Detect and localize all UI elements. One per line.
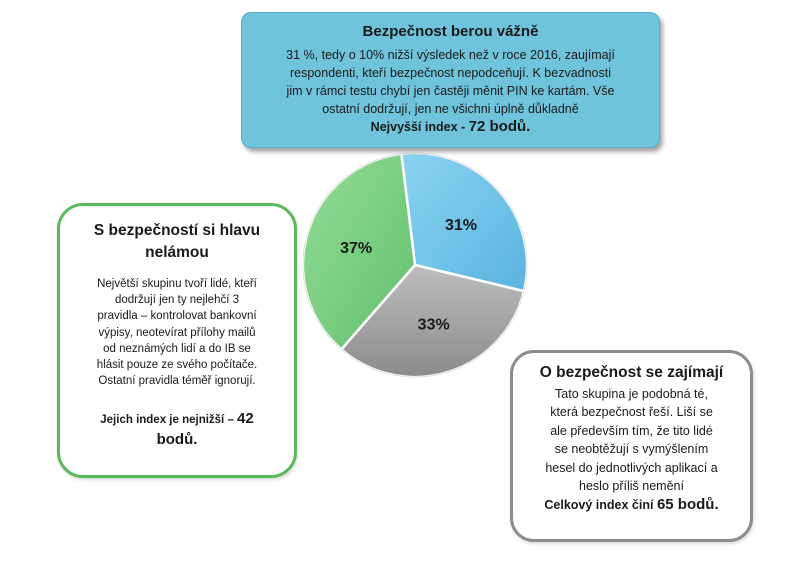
- left-title-line: S bezpečností si hlavu: [93, 222, 261, 239]
- pie-label-31: 31%: [444, 217, 478, 234]
- left-callout-title: [80, 220, 274, 264]
- right-callout-line: heslo příliš nemění: [579, 479, 684, 494]
- right-callout-line: hesel do jednotlivých aplikací a: [545, 460, 718, 475]
- top-callout-line: jim v rámci testu chybí jen častěji měnit PIN ke kartám. Vše: [286, 84, 615, 98]
- left-callout-line: od neznámých lidí a do IB se: [103, 342, 251, 355]
- top-callout-title: Bezpečnost berou vážně: [362, 23, 539, 40]
- top-callout-line: ostatní dodržují, jen ne všichni úplně důkladně: [322, 102, 579, 116]
- pie-label-33: 33%: [417, 316, 450, 334]
- left-callout-index: [80, 409, 274, 451]
- top-callout-text: [256, 46, 645, 118]
- right-callout-index: [527, 495, 736, 515]
- right-callout-line: Tato skupina je podobná té,: [555, 387, 708, 401]
- top-callout-box: [241, 12, 660, 148]
- left-callout-box: [57, 203, 297, 478]
- right-callout-title: O bezpečnost se zajímají: [539, 364, 724, 381]
- top-callout-line: 31 %, tedy o 10% nižší výsledek než v roce 2016, zaujímají: [286, 48, 615, 62]
- top-index-value: 72 bodů.: [468, 118, 531, 135]
- right-callout-line: která bezpečnost řeší. Liší se: [550, 405, 713, 420]
- left-callout-line: hlásit pouze ze svého počítače.: [96, 359, 258, 372]
- left-callout-line: Ostatní pravidla téměř ignorují.: [98, 375, 256, 388]
- left-callout-line: pravidla – kontrolovat bankovní: [97, 310, 257, 323]
- right-index-value: 65 bodů.: [656, 496, 719, 514]
- right-index-label: Celkový index činí: [544, 498, 657, 513]
- left-callout-line: Největší skupinu tvoří lidé, kteří: [97, 278, 257, 290]
- right-callout-line: se neobtěžují s vymýšlením: [554, 442, 709, 457]
- left-index-unit: bodů.: [156, 431, 198, 449]
- top-callout-line: respondenti, kteří bezpečnost nepodceňují. K bezvadnosti: [289, 66, 612, 80]
- pie-label-37: 37%: [340, 239, 373, 257]
- left-callout-line: výpisy, neotevírat přílohy mailů: [98, 326, 256, 339]
- left-callout-text: [80, 276, 274, 389]
- right-callout-box: [510, 350, 753, 542]
- right-callout-line: ale především tím, že tito lidé: [550, 423, 713, 438]
- top-index-label: Nejvyšší index -: [370, 120, 469, 134]
- left-index-label: Jejich index je nejnižší –: [100, 414, 238, 427]
- left-title-line: nelámou: [145, 244, 209, 261]
- right-callout-text: [527, 385, 736, 495]
- left-callout-line: dodržují jen ty nejlehčí 3: [114, 294, 240, 307]
- left-index-value: 42: [237, 410, 254, 428]
- top-callout-index: [256, 118, 645, 136]
